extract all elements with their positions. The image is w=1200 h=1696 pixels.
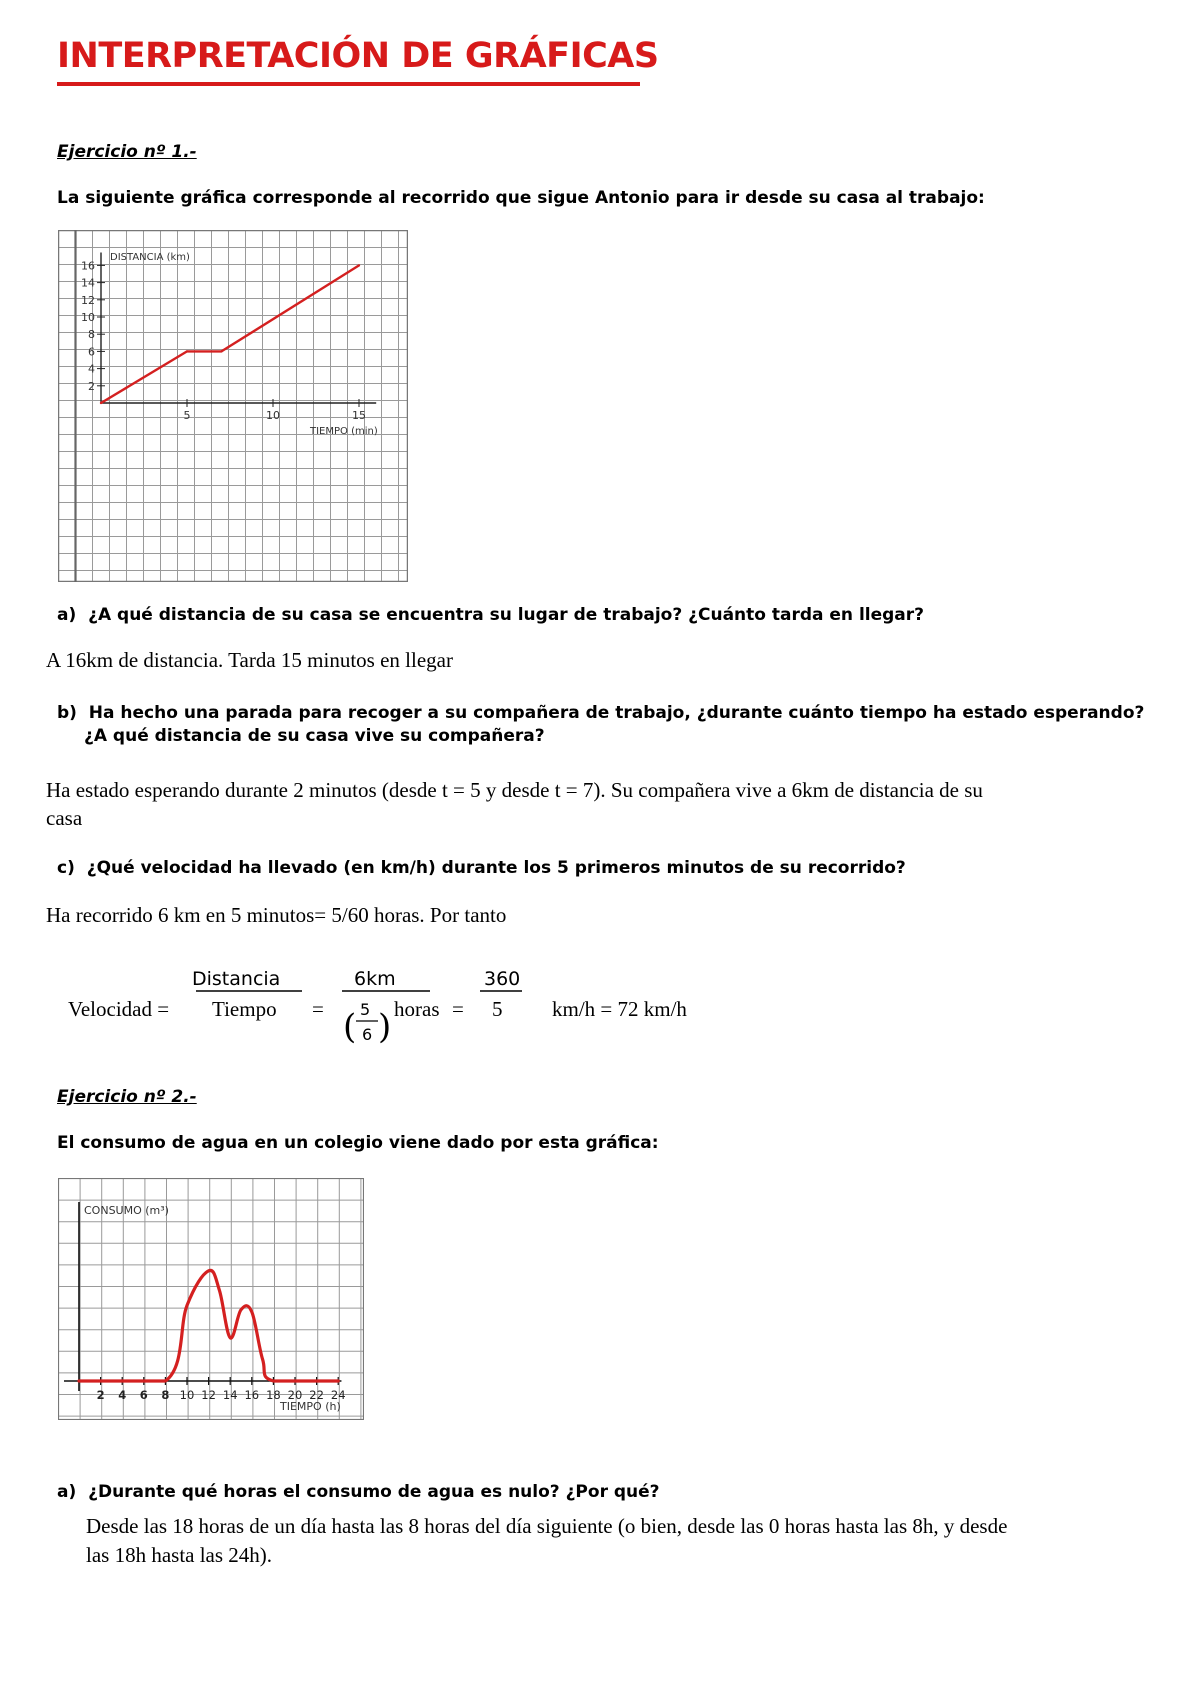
chart1-x-axis-label: TIEMPO (min) <box>310 426 378 437</box>
consumption-data-point <box>229 1337 231 1339</box>
consumption-data-point <box>207 1270 209 1272</box>
y-tick-label: 16 <box>81 259 95 273</box>
answer-1b-line1: Ha estado esperando durante 2 minutos (desde t = 5 y desde t = 7). Su compañera vive a 6km de distancia de su <box>46 778 983 802</box>
water-consumption-chart <box>58 1178 364 1420</box>
x-tick-label: 4 <box>118 1388 127 1402</box>
title-underline <box>57 82 640 86</box>
x-tick-label: 2 <box>96 1388 105 1402</box>
formula-fraction2-numerator: 6km <box>354 968 396 990</box>
x-tick-label: 20 <box>287 1388 303 1402</box>
x-tick-label: 6 <box>139 1388 148 1402</box>
question-1c <box>57 858 906 878</box>
formula-fraction3-denominator: 5 <box>492 997 503 1021</box>
formula-right-paren: ) <box>378 1007 392 1047</box>
exercise2-heading: Ejercicio nº 2.- <box>57 1087 197 1107</box>
distance-data-point <box>100 402 102 404</box>
exercise1-prompt: La siguiente gráfica corresponde al recorrido que sigue Antonio para ir desde su casa al trabajo: <box>57 188 985 208</box>
question-2a-text: ¿Durante qué horas el consumo de agua es nulo? ¿Por qué? <box>88 1482 660 1502</box>
y-tick-label: 10 <box>81 311 95 324</box>
formula-lhs: Velocidad = <box>68 997 170 1021</box>
distance-time-chart <box>58 230 408 582</box>
chart1-grid <box>58 230 408 582</box>
question-1a-label: a) <box>57 605 77 625</box>
x-tick-label: 10 <box>179 1388 195 1402</box>
chart2-x-axis-label: TIEMPO (h) <box>280 1400 341 1413</box>
consumption-data-point <box>78 1380 80 1382</box>
question-1b-text-line1: Ha hecho una parada para recoger a su compañera de trabajo, ¿durante cuánto tiempo ha estado esperando? <box>88 703 1145 723</box>
x-tick-label: 14 <box>222 1388 238 1402</box>
question-1a <box>57 605 924 625</box>
x-tick-label: 5 <box>183 409 191 422</box>
y-tick-label: 6 <box>88 345 95 359</box>
chart1-y-axis-label: DISTANCIA (km) <box>110 252 190 263</box>
consumption-data-point <box>251 1311 253 1313</box>
answer-2a-line1: Desde las 18 horas de un día hasta las 8 horas del día siguiente (o bien, desde las 0 horas hasta las 8h, y desde <box>86 1514 1008 1538</box>
formula-horas: horas <box>394 997 440 1021</box>
answer-1b-line2: casa <box>46 806 83 830</box>
distance-data-point <box>220 350 222 352</box>
y-tick-label: 12 <box>81 293 95 307</box>
consumption-data-point <box>272 1380 274 1382</box>
formula-fraction1-numerator: Distancia <box>192 968 281 990</box>
question-1c-label: c) <box>57 858 75 878</box>
question-1c-text: ¿Qué velocidad ha llevado (en km/h) durante los 5 primeros minutos de su recorrido? <box>86 858 906 878</box>
question-1a-text: ¿A qué distancia de su casa se encuentra su lugar de trabajo? ¿Cuánto tarda en llegar? <box>88 605 925 625</box>
consumption-data-point <box>240 1309 242 1311</box>
formula-inner-denominator: 6 <box>362 1025 373 1044</box>
distance-series-line <box>101 265 359 403</box>
formula-fraction1-denominator: Tiempo <box>212 997 277 1021</box>
chart2-axes <box>64 1202 341 1391</box>
question-1b <box>57 703 1144 723</box>
consumption-data-point <box>337 1380 339 1382</box>
formula-equals-1: = <box>312 997 324 1021</box>
x-tick-label: 24 <box>330 1388 346 1402</box>
consumption-data-point <box>261 1358 263 1360</box>
y-tick-label: 14 <box>81 276 95 290</box>
consumption-data-point <box>164 1380 166 1382</box>
document-title: INTERPRETACIÓN DE GRÁFICAS <box>57 36 659 76</box>
formula-fraction3-numerator: 360 <box>484 968 521 990</box>
y-tick-label: 8 <box>88 328 95 342</box>
formula-inner-numerator: 5 <box>360 1000 371 1019</box>
formula-equals-2: = <box>452 997 464 1021</box>
chart-frame <box>59 231 408 582</box>
x-tick-label: 15 <box>352 409 366 422</box>
x-tick-label: 8 <box>161 1388 170 1402</box>
x-tick-label: 18 <box>266 1388 281 1402</box>
exercise2-prompt: El consumo de agua en un colegio viene dado por esta gráfica: <box>57 1133 659 1153</box>
x-tick-label: 16 <box>244 1388 260 1402</box>
velocity-formula <box>60 955 760 1055</box>
exercise1-heading: Ejercicio nº 1.- <box>57 142 197 162</box>
distance-data-point <box>358 264 360 266</box>
chart2-y-axis-label: CONSUMO (m³) <box>84 1204 169 1217</box>
y-tick-label: 2 <box>88 379 95 393</box>
x-tick-label: 10 <box>266 409 280 422</box>
formula-result: km/h = 72 km/h <box>552 997 687 1021</box>
question-1b-text-line2: ¿A qué distancia de su casa vive su compañera? <box>84 726 545 746</box>
question-1b-label: b) <box>57 703 77 723</box>
question-2a-label: a) <box>57 1482 77 1502</box>
chart1-ticks <box>81 259 366 422</box>
answer-2a-line2: las 18h hasta las 24h). <box>86 1543 273 1567</box>
consumption-data-point <box>218 1289 220 1291</box>
formula-left-paren: ( <box>343 1007 357 1047</box>
answer-1c: Ha recorrido 6 km en 5 minutos= 5/60 horas. Por tanto <box>46 903 507 927</box>
distance-data-point <box>186 350 188 352</box>
y-tick-label: 4 <box>88 362 95 376</box>
chart1-axes <box>101 253 376 404</box>
question-2a <box>57 1482 660 1502</box>
x-tick-label: 22 <box>309 1388 324 1402</box>
x-tick-label: 12 <box>201 1388 216 1402</box>
answer-1a: A 16km de distancia. Tarda 15 minutos en llegar <box>46 648 453 672</box>
consumption-data-point <box>186 1304 188 1306</box>
